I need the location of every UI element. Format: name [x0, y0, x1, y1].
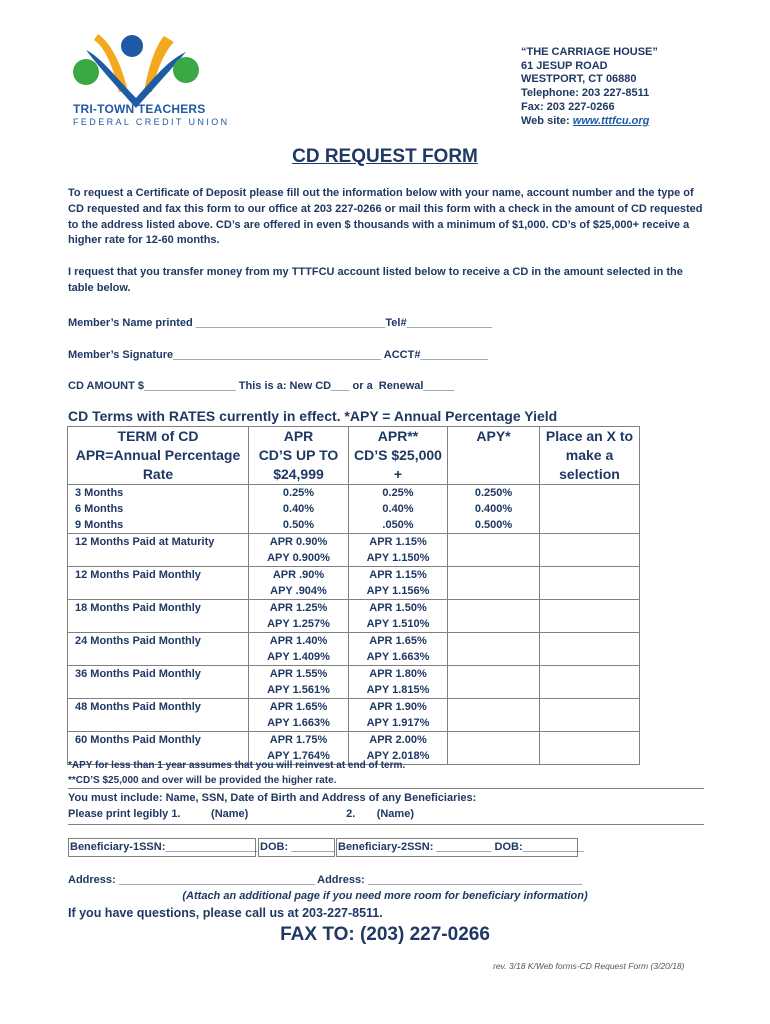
apr-high-cell: APR 1.15% APY 1.150% [349, 534, 448, 567]
header-apy: APY* [448, 427, 540, 485]
term-cell: 12 Months Paid Monthly [68, 567, 249, 600]
website-link[interactable]: www.tttfcu.org [572, 114, 650, 127]
logo-name-line2: FEDERAL CREDIT UNION [73, 117, 230, 127]
selection-cell[interactable] [540, 534, 640, 567]
questions-line: If you have questions, please call us at 203-227-8511. [68, 906, 383, 920]
logo-blue-dot-top [121, 35, 143, 57]
apy-cell [448, 534, 540, 567]
apr-high-cell: 0.25% [349, 485, 448, 502]
term-cell: 6 Months [68, 501, 249, 517]
fax-line: Fax: 203 227-0266 [521, 100, 615, 113]
apy-cell [448, 600, 540, 633]
apy-cell: 0.400% [448, 501, 540, 517]
selection-cell[interactable] [540, 633, 640, 666]
term-cell: 48 Months Paid Monthly [68, 699, 249, 732]
apr-cell: APR 1.75% APY 1.764% [249, 732, 349, 765]
print-legibly-line: Please print legibly 1. (Name) 2. (Name) [68, 808, 414, 820]
beneficiary-instruction: You must include: Name, SSN, Date of Birth and Address of any Beneficiaries: [68, 792, 477, 804]
apr-cell: APR 1.25% APY 1.257% [249, 600, 349, 633]
apr-cell: 0.40% [249, 501, 349, 517]
selection-cell[interactable] [540, 699, 640, 732]
table-row [68, 517, 640, 534]
website-label: Web site: [521, 114, 573, 127]
table-row [68, 666, 640, 699]
apr-cell: APR 1.55% APY 1.561% [249, 666, 349, 699]
term-cell: 18 Months Paid Monthly [68, 600, 249, 633]
selection-cell[interactable] [540, 485, 640, 502]
terms-heading: CD Terms with RATES currently in effect. *APY = Annual Percentage Yield [68, 408, 558, 424]
table-row [68, 534, 640, 567]
apy-cell [448, 666, 540, 699]
header-selection: Place an X to make a selection [540, 427, 640, 485]
apr-cell: 0.50% [249, 517, 349, 534]
beneficiary-2-field[interactable]: Beneficiary-2SSN: _________ DOB:__________ [336, 838, 578, 857]
term-cell: 36 Months Paid Monthly [68, 666, 249, 699]
logo-blue-chevron [86, 50, 186, 108]
apr-cell: APR .90% APY .904% [249, 567, 349, 600]
apy-cell [448, 567, 540, 600]
high-rate-note: **CD’S $25,000 and over will be provided the higher rate. [68, 775, 337, 786]
website-line [521, 115, 658, 129]
rates-table [67, 426, 640, 765]
address-line: “THE CARRIAGE HOUSE” [521, 46, 658, 58]
telephone-line: Telephone: 203 227-8511 [521, 87, 650, 100]
attach-page-note: (Attach an additional page if you need more room for beneficiary information) [182, 890, 588, 902]
table-row [68, 600, 640, 633]
apr-high-cell: APR 1.50% APY 1.510% [349, 600, 448, 633]
term-cell: 3 Months [68, 485, 249, 502]
apr-high-cell: APR 1.65% APY 1.663% [349, 633, 448, 666]
apr-high-cell: APR 2.00% APY 2.018% [349, 732, 448, 765]
apr-high-cell: APR 1.80% APY 1.815% [349, 666, 448, 699]
logo-green-dot-right [173, 57, 199, 83]
selection-cell[interactable] [540, 517, 640, 534]
address-line: WESTPORT, CT 06880 [521, 73, 637, 86]
selection-cell[interactable] [540, 600, 640, 633]
apy-cell [448, 699, 540, 732]
header-apr-up-to: APR CD’S UP TO $24,999 [249, 427, 349, 485]
logo-name-line1: TRI-TOWN TEACHERS [73, 102, 206, 116]
cd-amount-field[interactable]: CD AMOUNT $_______________ This is a: New CD___ or a Renewal_____ [68, 380, 455, 392]
apy-cell: 0.250% [448, 485, 540, 502]
address-line: 61 JESUP ROAD [521, 59, 608, 72]
beneficiary-address-fields[interactable]: Address: ________________________________ Address: ___________________________________ [68, 874, 583, 886]
table-row [68, 501, 640, 517]
apr-high-cell: APR 1.15% APY 1.156% [349, 567, 448, 600]
apr-cell: APR 1.40% APY 1.409% [249, 633, 349, 666]
selection-cell[interactable] [540, 732, 640, 765]
fax-to-heading: FAX TO: (203) 227-0266 [280, 924, 490, 945]
apy-cell [448, 633, 540, 666]
logo-green-dot-left [73, 59, 99, 85]
selection-cell[interactable] [540, 666, 640, 699]
term-cell: 24 Months Paid Monthly [68, 633, 249, 666]
form-title: CD REQUEST FORM [292, 146, 478, 167]
apr-cell: APR 0.90% APY 0.900% [249, 534, 349, 567]
selection-cell[interactable] [540, 501, 640, 517]
selection-cell[interactable] [540, 567, 640, 600]
beneficiary-1-ssn-field[interactable]: Beneficiary-1SSN:_______________ [68, 838, 256, 857]
divider [68, 788, 704, 789]
member-signature-field[interactable]: Member’s Signature__________________________________ ACCT#___________ [68, 349, 488, 361]
apy-cell: 0.500% [448, 517, 540, 534]
revision-footer: rev. 3/18 K/Web forms-CD Request Form (3/20/18) [493, 961, 685, 971]
table-row [68, 567, 640, 600]
apr-cell: 0.25% [249, 485, 349, 502]
apr-high-cell: .050% [349, 517, 448, 534]
term-cell: 9 Months [68, 517, 249, 534]
apy-cell [448, 732, 540, 765]
apy-note: *APY for less than 1 year assumes that you will reinvest at end of term. [68, 760, 406, 771]
term-cell: 12 Months Paid at Maturity [68, 534, 249, 567]
address-block [521, 46, 658, 128]
intro-paragraph: To request a Certificate of Deposit please fill out the information below with your name, account number and the type of CD requested and fax this form to our office at 203 227-0266 or mail this form with a check in the amount of CD requested to the address listed above. CD’s are offered in even $ thousands with a minimum of $1,000. CD’s of $25,000+ receive a higher rate for 12-60 months. [68, 187, 703, 247]
table-row [68, 485, 640, 502]
table-header-row [68, 427, 640, 485]
member-name-field[interactable]: Member’s Name printed _______________________________Tel#______________ [68, 317, 493, 329]
transfer-paragraph: I request that you transfer money from my TTTFCU account listed below to receive a CD in the amount selected in the table below. [68, 266, 683, 294]
apr-cell: APR 1.65% APY 1.663% [249, 699, 349, 732]
apr-high-cell: 0.40% [349, 501, 448, 517]
term-cell: 60 Months Paid Monthly [68, 732, 249, 765]
apr-high-cell: APR 1.90% APY 1.917% [349, 699, 448, 732]
divider [68, 824, 704, 825]
header-apr-25000: APR** CD’S $25,000 + [349, 427, 448, 485]
table-row [68, 633, 640, 666]
header-term: TERM of CD APR=Annual Percentage Rate [68, 427, 249, 485]
table-row [68, 699, 640, 732]
beneficiary-1-dob-field[interactable]: DOB: _______ [258, 838, 335, 857]
